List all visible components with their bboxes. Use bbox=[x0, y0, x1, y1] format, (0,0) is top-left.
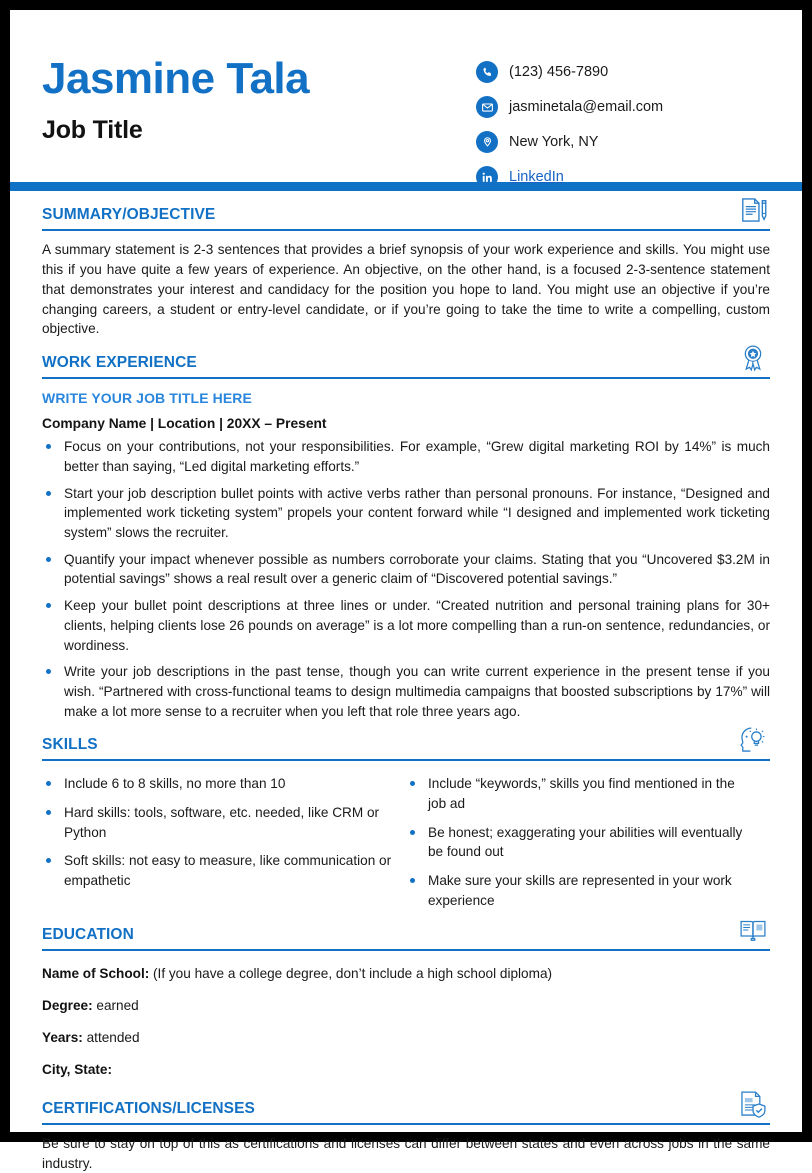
list-item: Focus on your contributions, not your responsibilities. For example, “Grew digital marketing ROI by 14%” is much better than saying, “Led digital marketing efforts.” bbox=[42, 437, 770, 476]
education-label: Years: bbox=[42, 1029, 83, 1045]
summary-rule bbox=[42, 229, 770, 231]
contact-email-text: jasminetala@email.com bbox=[509, 99, 664, 115]
certifications-header bbox=[42, 1085, 770, 1125]
skills-rule bbox=[42, 759, 770, 761]
resume-sheet bbox=[10, 10, 802, 1171]
contact-list bbox=[476, 44, 766, 200]
contact-phone-text: (123) 456-7890 bbox=[509, 64, 609, 80]
candidate-name: Jasmine Tala bbox=[42, 54, 310, 103]
resume-header bbox=[10, 10, 802, 185]
skills-column-left bbox=[42, 768, 406, 910]
phone-icon bbox=[476, 61, 498, 83]
education-line bbox=[42, 996, 770, 1015]
skills-header bbox=[42, 721, 770, 761]
section-skills bbox=[42, 721, 770, 910]
list-item: Hard skills: tools, software, etc. needed, like CRM or Python bbox=[42, 803, 406, 842]
list-item: Include 6 to 8 skills, no more than 10 bbox=[42, 774, 406, 794]
linkedin-icon bbox=[476, 166, 498, 188]
summary-body: A summary statement is 2-3 sentences that provides a brief synopsis of your work experience and skills. You might use this if you have quite a few years of experience. An objective, on the other hand, is a focused 2-3-sentence statement that demonstrates your interest and candidacy for the position you hope to land. You might use an objective if you’re changing careers, a student or entry-level candidate, or if you’re going to take the time to write a compelling, custom objective. bbox=[42, 242, 770, 337]
award-ribbon-icon bbox=[736, 341, 770, 375]
list-item: Write your job descriptions in the past tense, though you can write current experience in the present tense if you wish. “Partnered with cross-functional teams to design multimedia campaigns that boosted subscriptions by 17%” will make a lot more sense to a recruiter when you left that role three years ago. bbox=[42, 662, 770, 721]
summary-title: SUMMARY/OBJECTIVE bbox=[42, 206, 216, 223]
education-line bbox=[42, 1028, 770, 1047]
contact-linkedin-link[interactable]: LinkedIn bbox=[509, 169, 564, 185]
open-book-icon bbox=[736, 913, 770, 947]
skills-column-right bbox=[406, 768, 770, 910]
candidate-job-title: Job Title bbox=[42, 116, 143, 145]
list-item: Start your job description bullet points with active verbs rather than personal pronouns. For instance, “Designed and implemented work ticketing system” propels your content forward while “I designed and implemented work ticketing system” slows the recruiter. bbox=[42, 484, 770, 543]
list-item: Keep your bullet point descriptions at three lines or under. “Created nutrition and personal training plans for 30+ clients, helping clients lose 26 pounds on average” is a lot more compelling than a run-on sentence, redundancies, or wordiness. bbox=[42, 596, 770, 655]
resume-body bbox=[10, 191, 802, 1173]
section-certifications bbox=[42, 1085, 770, 1173]
education-header bbox=[42, 911, 770, 951]
education-rule bbox=[42, 949, 770, 951]
education-line bbox=[42, 964, 770, 983]
location-pin-icon bbox=[476, 131, 498, 153]
work-experience-bullets bbox=[42, 437, 770, 721]
envelope-icon bbox=[476, 96, 498, 118]
education-value: earned bbox=[92, 997, 139, 1013]
skills-title: SKILLS bbox=[42, 736, 98, 754]
education-label: City, State: bbox=[42, 1061, 112, 1077]
work-experience-title: WORK EXPERIENCE bbox=[42, 354, 197, 372]
education-value: (If you have a college degree, don’t include a high school diploma) bbox=[149, 965, 553, 981]
list-item: Include “keywords,” skills you find mentioned in the job ad bbox=[406, 774, 770, 813]
work-experience-rule bbox=[42, 377, 770, 379]
identity-block bbox=[42, 44, 309, 145]
certificate-shield-icon bbox=[736, 1087, 770, 1121]
education-label: Name of School: bbox=[42, 965, 150, 981]
list-item: Soft skills: not easy to measure, like communication or empathetic bbox=[42, 851, 406, 890]
certifications-rule bbox=[42, 1123, 770, 1125]
education-value: attended bbox=[82, 1029, 140, 1045]
head-lightbulb-icon bbox=[736, 723, 770, 757]
section-summary bbox=[42, 191, 770, 339]
contact-row-location bbox=[476, 130, 766, 154]
list-item: Quantify your impact whenever possible as numbers corroborate your claims. Stating that you “Uncovered $3.2M in potential savings” shows a real result over a generic claim of “Discovered potential savings.” bbox=[42, 550, 770, 589]
certifications-body: Be sure to stay on top of this as certifications and licenses can differ between states and even across jobs in the same industry. bbox=[42, 1135, 770, 1171]
work-experience-header bbox=[42, 339, 770, 379]
section-work-experience bbox=[42, 339, 770, 721]
skills-columns bbox=[42, 768, 770, 910]
summary-header bbox=[42, 191, 770, 231]
contact-location-text: New York, NY bbox=[509, 134, 599, 150]
contact-row-phone bbox=[476, 60, 766, 84]
company-location-dates: Company Name | Location | 20XX – Present bbox=[42, 416, 327, 432]
list-item: Be honest; exaggerating your abilities will eventually be found out bbox=[406, 823, 770, 862]
education-line bbox=[42, 1060, 770, 1079]
contact-row-linkedin[interactable] bbox=[476, 165, 766, 189]
education-label: Degree: bbox=[42, 997, 93, 1013]
education-title: EDUCATION bbox=[42, 925, 134, 943]
document-pen-icon bbox=[736, 193, 770, 227]
job-title-placeholder: WRITE YOUR JOB TITLE HERE bbox=[42, 390, 252, 407]
contact-row-email bbox=[476, 95, 766, 119]
certifications-title: CERTIFICATIONS/LICENSES bbox=[42, 1099, 255, 1117]
list-item: Make sure your skills are represented in your work experience bbox=[406, 871, 770, 910]
section-education bbox=[42, 911, 770, 1079]
